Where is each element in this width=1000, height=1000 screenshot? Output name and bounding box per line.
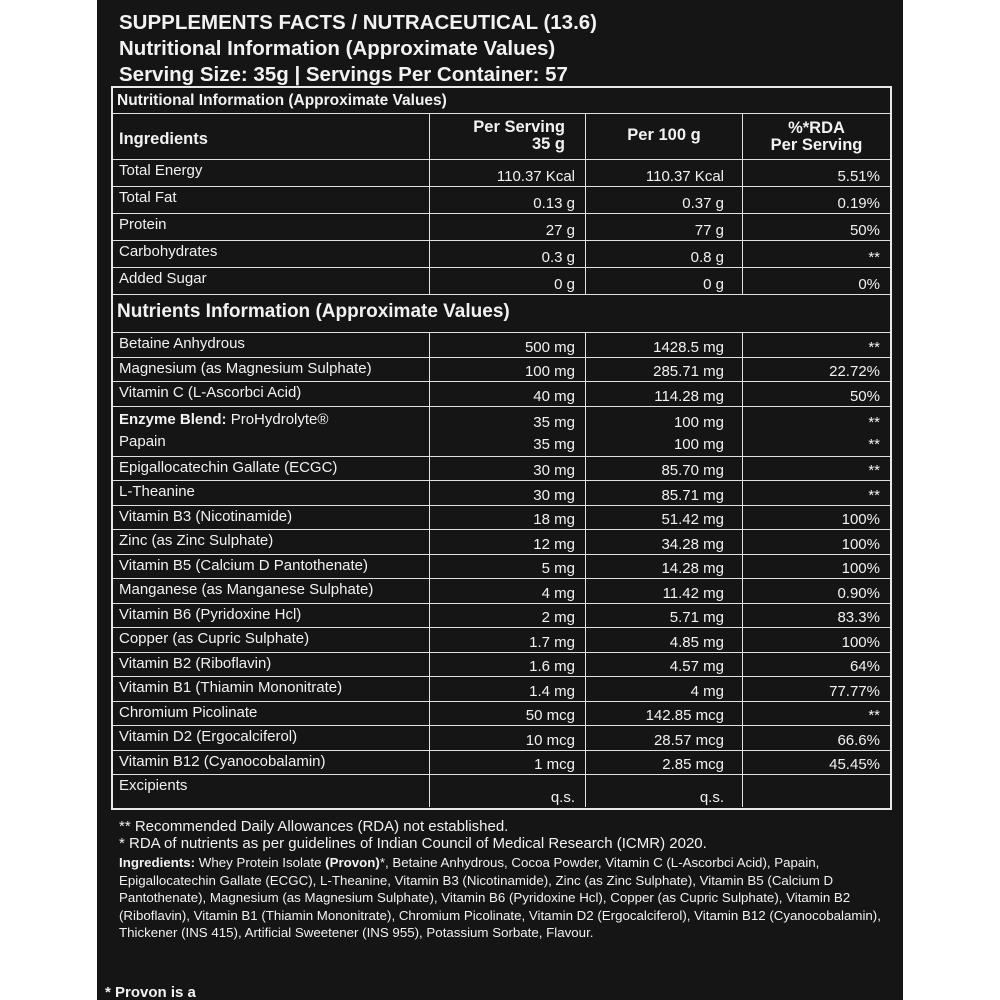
- nutrient-row: [113, 726, 890, 751]
- per-serving-value: 5 mg: [429, 555, 585, 579]
- nutrient-name: Vitamin B1 (Thiamin Mononitrate): [119, 679, 343, 696]
- nutrition-row: [113, 241, 890, 268]
- per-serving-value: 4 mg: [429, 579, 585, 603]
- col-per-serving-header: [429, 114, 585, 159]
- nutrient-name: Chromium Picolinate: [119, 703, 258, 721]
- per-serving-value: [429, 407, 585, 456]
- per-serving-value: 18 mg: [429, 506, 585, 530]
- per-100g-value: 100 mg: [673, 413, 724, 431]
- per-100g-value: 4.85 mg: [585, 628, 742, 652]
- per-100g-value: [585, 407, 742, 456]
- nutrient-name: Total Fat: [119, 189, 177, 206]
- per-100g-value: 28.57 mcg: [585, 726, 742, 750]
- nutrient-row: [113, 530, 890, 555]
- per-100g-value: 85.70 mg: [585, 457, 742, 481]
- per-serving-value: q.s.: [429, 775, 585, 807]
- nutrient-row: [113, 677, 890, 702]
- per-serving-value: 35 mg: [533, 413, 575, 431]
- header-subtitle: Nutritional Information (Approximate Values): [119, 37, 556, 60]
- per-100g-value: 1428.5 mg: [585, 333, 742, 357]
- per-100g-value: 110.37 Kcal: [585, 160, 742, 186]
- per-serving-value: 0.13 g: [429, 187, 585, 213]
- col-per-serving-line1: Per Serving: [473, 118, 565, 136]
- rda-value: 66.6%: [742, 726, 890, 750]
- ingredients-post: *, Betaine Anhydrous, Cocoa Powder, Vitamin C (L-Ascorbci Acid), Papain, Epigallocatechin Gallate (ECGC), L-Theanine, Vitamin B3 (Nicotinamide), Zinc (as Zinc Sulphate), Vitamin B5 (Calcium D Pantothenate), Magnesium (as Magnesium Sulphate), Vitamin B6 (Pyridoxine Hcl), Copper (as Cupric Sulphate), Vitamin B2 (Riboflavin), Vitamin B1 (Thiamin Mononitrate), Chromium Picolinate, Vitamin D2 (Ergocalciferol), Vitamin B12 (Cyanocobalamin), Thickener (INS 415), Artificial Sweetener (INS 955), Potassium Sorbate, Flavour.: [119, 855, 881, 940]
- enzyme-blend-line: [119, 409, 429, 431]
- col-per-100g-header: Per 100 g: [585, 114, 742, 159]
- section2-title-text: Nutrients Information (Approximate Values): [117, 301, 510, 322]
- nutrient-row: [113, 775, 890, 807]
- rda-value: 83.3%: [742, 604, 890, 628]
- nutrient-row: [113, 702, 890, 727]
- per-serving-value: 500 mg: [429, 333, 585, 357]
- per-serving-value: 10 mcg: [429, 726, 585, 750]
- rda-value: 50%: [742, 214, 890, 240]
- nutrient-name: Vitamin B12 (Cyanocobalamin): [119, 752, 326, 770]
- rda-value: 100%: [742, 555, 890, 579]
- nutrient-name: Carbohydrates: [119, 243, 218, 260]
- per-serving-value: 1 mcg: [429, 751, 585, 775]
- cut-off-note: * Provon is a: [105, 984, 196, 1000]
- per-100g-value: 0.37 g: [585, 187, 742, 213]
- nutrient-name: Vitamin B2 (Riboflavin): [119, 654, 272, 672]
- nutrient-row: [113, 333, 890, 358]
- nutrient-name: Epigallocatechin Gallate (ECGC): [119, 458, 338, 476]
- rda-value: 77.77%: [742, 677, 890, 701]
- nutrition-row: [113, 214, 890, 241]
- nutrition-row: [113, 187, 890, 214]
- nutrient-name: Vitamin B6 (Pyridoxine Hcl): [119, 605, 302, 623]
- per-100g-value: q.s.: [585, 775, 742, 807]
- per-serving-value: 30 mg: [429, 481, 585, 505]
- col-rda-line1: %*RDA: [788, 119, 845, 137]
- rda-value: 5.51%: [742, 160, 890, 186]
- column-header-row: [113, 114, 890, 160]
- ingredients-label: Ingredients:: [119, 855, 196, 870]
- section-title-nutritional: [113, 88, 890, 114]
- rda-value: **: [868, 435, 880, 453]
- nutrient-row: [113, 751, 890, 776]
- per-100g-value: 4 mg: [585, 677, 742, 701]
- nutrient-row: [113, 481, 890, 506]
- ingredients-pre: Whey Protein Isolate: [195, 855, 326, 870]
- per-serving-value: 0.3 g: [429, 241, 585, 267]
- nutrient-name: Added Sugar: [119, 270, 207, 287]
- per-serving-value: 0 g: [429, 268, 585, 294]
- per-serving-value: 35 mg: [533, 435, 575, 453]
- papain-name: Papain: [119, 432, 166, 450]
- nutrient-name: Vitamin B3 (Nicotinamide): [119, 507, 293, 525]
- per-100g-value: 4.57 mg: [585, 653, 742, 677]
- rda-value: 50%: [742, 382, 890, 406]
- per-100g-value: 100 mg: [673, 435, 724, 453]
- per-100g-value: 2.85 mcg: [585, 751, 742, 775]
- nutrient-row: [113, 579, 890, 604]
- per-100g-value: 0 g: [585, 268, 742, 294]
- rda-value: [742, 775, 890, 807]
- section-title-text: Nutritional Information (Approximate Values): [117, 92, 447, 109]
- nutrient-name: Magnesium (as Magnesium Sulphate): [119, 359, 372, 377]
- per-serving-value: 2 mg: [429, 604, 585, 628]
- nutrient-name: Manganese (as Manganese Sulphate): [119, 581, 374, 598]
- footnote-rda-icmr: * RDA of nutrients as per guidelines of Indian Council of Medical Research (ICMR) 2020.: [119, 835, 707, 852]
- per-serving-value: 30 mg: [429, 457, 585, 481]
- rda-value: **: [742, 333, 890, 357]
- section-title-nutrients: [113, 295, 890, 333]
- per-serving-value: 110.37 Kcal: [429, 160, 585, 186]
- col-ingredients-header: Ingredients: [119, 130, 208, 148]
- rda-value: **: [742, 241, 890, 267]
- nutrient-row: [113, 653, 890, 678]
- per-serving-value: 1.6 mg: [429, 653, 585, 677]
- nutrient-row-enzyme-blend: [113, 407, 890, 457]
- rda-value: 45.45%: [742, 751, 890, 775]
- label-header: [97, 0, 903, 88]
- rda-value: **: [742, 702, 890, 726]
- footnote-rda-not-established: ** Recommended Daily Allowances (RDA) not established.: [119, 818, 509, 835]
- nutrient-name: Zinc (as Zinc Sulphate): [119, 532, 274, 549]
- nutrient-name: Betaine Anhydrous: [119, 335, 245, 352]
- per-100g-value: 77 g: [585, 214, 742, 240]
- rda-value: 0%: [742, 268, 890, 294]
- rda-value: 0.19%: [742, 187, 890, 213]
- nutrient-name: Copper (as Cupric Sulphate): [119, 630, 310, 647]
- per-serving-value: 40 mg: [429, 382, 585, 406]
- per-100g-value: 11.42 mg: [585, 579, 742, 603]
- per-serving-value: 50 mcg: [429, 702, 585, 726]
- nutrition-row: [113, 268, 890, 295]
- nutrient-row: [113, 506, 890, 531]
- nutrient-name: Excipients: [119, 777, 188, 794]
- rda-value: 64%: [742, 653, 890, 677]
- per-100g-value: 5.71 mg: [585, 604, 742, 628]
- per-100g-value: 14.28 mg: [585, 555, 742, 579]
- footnotes: [119, 818, 889, 942]
- nutrition-row: [113, 160, 890, 187]
- per-serving-value: 12 mg: [429, 530, 585, 554]
- nutrient-row: [113, 555, 890, 580]
- per-100g-value: 34.28 mg: [585, 530, 742, 554]
- ingredients-list: [119, 854, 889, 942]
- enzyme-blend-label: Enzyme Blend:: [119, 410, 227, 428]
- rda-value: 100%: [742, 628, 890, 652]
- per-100g-value: 285.71 mg: [585, 358, 742, 382]
- ingredients-provon: (Provon): [325, 855, 380, 870]
- nutrient-name: Vitamin D2 (Ergocalciferol): [119, 728, 298, 745]
- per-100g-value: 51.42 mg: [585, 506, 742, 530]
- enzyme-blend-product: ProHydrolyte®: [226, 410, 329, 428]
- rda-value: 100%: [742, 506, 890, 530]
- rda-value: **: [742, 481, 890, 505]
- facts-table: [111, 86, 892, 810]
- rda-value: 100%: [742, 530, 890, 554]
- header-title: SUPPLEMENTS FACTS / NUTRACEUTICAL (13.6): [119, 11, 597, 34]
- col-per-serving-line2: 35 g: [531, 135, 565, 153]
- per-100g-value: 85.71 mg: [585, 481, 742, 505]
- nutrient-row: [113, 457, 890, 482]
- nutrient-name: L-Theanine: [119, 483, 195, 500]
- col-rda-line2: Per Serving: [770, 136, 863, 154]
- nutrient-row: [113, 628, 890, 653]
- per-serving-value: 27 g: [429, 214, 585, 240]
- rda-value: [742, 407, 890, 456]
- per-serving-value: 100 mg: [429, 358, 585, 382]
- per-100g-value: 0.8 g: [585, 241, 742, 267]
- nutrient-row: [113, 358, 890, 383]
- rda-value: 0.90%: [742, 579, 890, 603]
- nutrient-name: [113, 407, 429, 456]
- rda-value: **: [868, 413, 880, 431]
- label-panel: [97, 0, 903, 1000]
- col-rda-header: [742, 114, 890, 159]
- per-100g-value: 114.28 mg: [585, 382, 742, 406]
- per-serving-value: 1.4 mg: [429, 677, 585, 701]
- nutrient-name: Protein: [119, 216, 167, 233]
- nutrient-name: Vitamin B5 (Calcium D Pantothenate): [119, 556, 369, 574]
- nutrient-row: [113, 382, 890, 407]
- rda-value: 22.72%: [742, 358, 890, 382]
- per-serving-value: 1.7 mg: [429, 628, 585, 652]
- per-100g-value: 142.85 mcg: [585, 702, 742, 726]
- header-serving-info: Serving Size: 35g | Servings Per Container: 57: [119, 63, 568, 86]
- nutrient-row: [113, 604, 890, 629]
- nutrient-name: Total Energy: [119, 162, 203, 179]
- rda-value: **: [742, 457, 890, 481]
- nutrient-name: Vitamin C (L-Ascorbci Acid): [119, 384, 302, 401]
